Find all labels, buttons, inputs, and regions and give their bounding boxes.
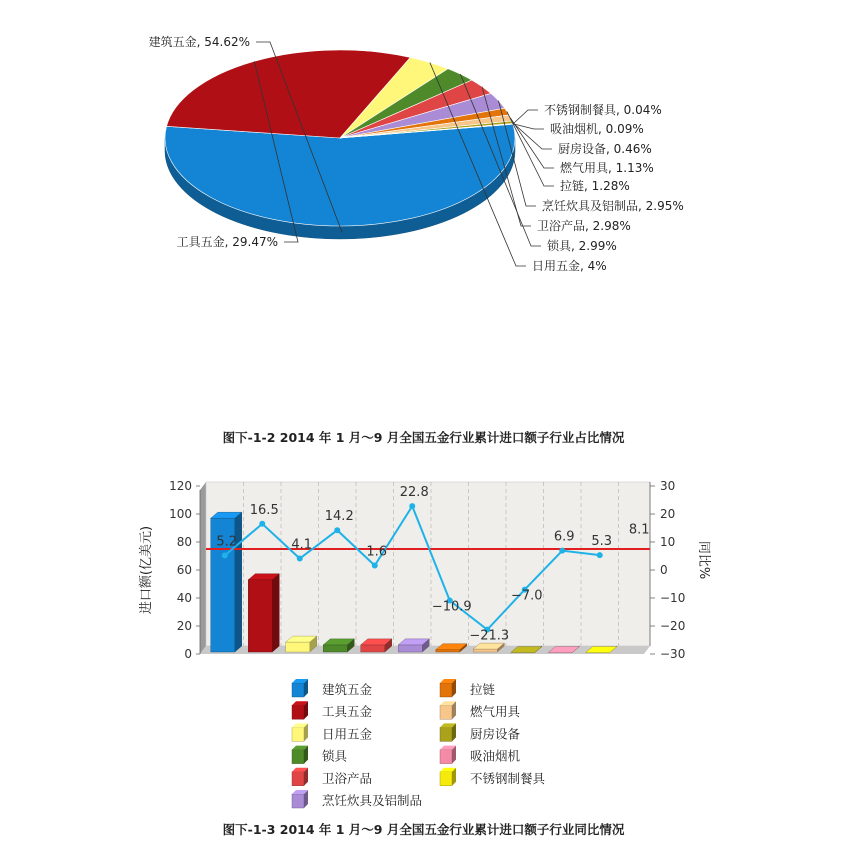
legend-swatch bbox=[440, 727, 452, 741]
pie-slice-label: 拉链, 1.28% bbox=[560, 179, 630, 193]
right-axis-label: 同比% bbox=[696, 540, 711, 580]
pie-slice-label: 日用五金, 4% bbox=[532, 259, 607, 273]
growth-data-label: −21.3 bbox=[469, 628, 510, 644]
growth-point bbox=[259, 521, 265, 527]
legend-label: 锁具 bbox=[322, 748, 348, 764]
growth-data-label: 1.6 bbox=[366, 544, 388, 560]
legend-swatch bbox=[440, 772, 452, 786]
legend-label: 日用五金 bbox=[322, 726, 373, 742]
left-tick-label: 60 bbox=[176, 563, 192, 577]
right-axis bbox=[650, 479, 711, 661]
legend-item bbox=[440, 768, 546, 786]
growth-point bbox=[222, 552, 228, 558]
pie-chart bbox=[0, 0, 847, 320]
growth-point bbox=[597, 552, 603, 558]
legend-item bbox=[292, 723, 373, 741]
bar bbox=[323, 639, 354, 652]
legend-item bbox=[292, 768, 372, 786]
legend-label: 燃气用具 bbox=[470, 704, 521, 720]
right-tick-label: −10 bbox=[660, 591, 686, 605]
left-tick-label: 100 bbox=[169, 507, 192, 521]
pie-label-leader bbox=[510, 118, 554, 168]
legend-item bbox=[440, 723, 521, 741]
legend-label: 烹饪炊具及铝制品 bbox=[322, 793, 423, 808]
legend-item bbox=[440, 701, 521, 719]
left-tick-label: 40 bbox=[176, 591, 192, 605]
legend-item bbox=[440, 746, 521, 764]
pie-slice-label: 燃气用具, 1.13% bbox=[560, 161, 654, 175]
legend-label: 卫浴产品 bbox=[322, 770, 373, 786]
legend-swatch bbox=[440, 705, 452, 719]
legend-label: 拉链 bbox=[470, 682, 496, 697]
left-axis-label: 进口额(亿美元) bbox=[139, 525, 154, 615]
legend-swatch bbox=[292, 727, 304, 741]
pie-label-leader bbox=[513, 110, 538, 124]
growth-data-label: 4.1 bbox=[291, 537, 313, 553]
legend-item bbox=[440, 679, 496, 697]
pie-slice-label: 不锈钢制餐具, 0.04% bbox=[544, 103, 662, 117]
growth-data-label: 5.3 bbox=[591, 534, 613, 550]
bar bbox=[286, 636, 317, 652]
pie-slice-label: 卫浴产品, 2.98% bbox=[537, 219, 631, 233]
left-tick-label: 120 bbox=[169, 479, 192, 493]
growth-data-label: 16.5 bbox=[249, 502, 279, 518]
growth-point bbox=[334, 527, 340, 533]
legend-label: 不锈钢制餐具 bbox=[470, 770, 546, 786]
growth-point bbox=[409, 503, 415, 509]
pie-label-leader bbox=[512, 122, 552, 149]
right-tick-label: 10 bbox=[660, 535, 676, 549]
pie-chart-caption: 图下-1-2 2014 年 1 月～9 月全国五金行业累计进口额子行业占比情况 bbox=[222, 430, 625, 445]
bar bbox=[398, 639, 429, 652]
pie-slice-label: 吸油烟机, 0.09% bbox=[550, 122, 644, 136]
right-tick-label: 0 bbox=[660, 563, 668, 577]
growth-point bbox=[297, 556, 303, 562]
legend-swatch bbox=[292, 750, 304, 764]
legend-label: 吸油烟机 bbox=[470, 748, 521, 764]
right-tick-label: 30 bbox=[660, 479, 676, 493]
growth-point bbox=[559, 548, 565, 554]
legend-item bbox=[292, 679, 373, 697]
legend-swatch bbox=[292, 683, 304, 697]
legend-item bbox=[292, 790, 422, 808]
legend-swatch bbox=[440, 750, 452, 764]
growth-data-label: 14.2 bbox=[324, 509, 354, 525]
legend-swatch bbox=[292, 794, 304, 808]
growth-data-label: 8.1 bbox=[628, 522, 650, 538]
legend-label: 厨房设备 bbox=[470, 726, 521, 742]
right-tick-label: −30 bbox=[660, 647, 686, 661]
growth-data-label: −7.0 bbox=[510, 588, 543, 604]
right-tick-label: −20 bbox=[660, 619, 686, 633]
legend bbox=[292, 679, 546, 808]
bar-chart bbox=[0, 470, 847, 815]
legend-item bbox=[292, 701, 373, 719]
pie-slice-label: 建筑五金, 54.62% bbox=[148, 35, 250, 49]
left-tick-label: 80 bbox=[176, 535, 192, 549]
growth-point bbox=[372, 563, 378, 569]
pie-slice-label: 烹饪炊具及铝制品, 2.95% bbox=[542, 199, 684, 213]
bar-chart-caption: 图下-1-3 2014 年 1 月～9 月全国五金行业累计进口额子行业同比情况 bbox=[222, 822, 625, 837]
pie-slices bbox=[165, 50, 515, 226]
pie-slice-label: 锁具, 2.99% bbox=[547, 239, 617, 253]
growth-data-label: 22.8 bbox=[399, 485, 429, 501]
legend-swatch bbox=[292, 705, 304, 719]
legend-label: 建筑五金 bbox=[322, 682, 373, 697]
growth-data-label: −10.9 bbox=[431, 599, 472, 615]
left-tick-label: 0 bbox=[184, 647, 192, 661]
legend-label: 工具五金 bbox=[322, 704, 373, 720]
right-tick-label: 20 bbox=[660, 507, 676, 521]
legend-swatch bbox=[440, 683, 452, 697]
left-tick-label: 20 bbox=[176, 619, 192, 633]
legend-item bbox=[292, 746, 348, 764]
bar bbox=[248, 574, 279, 652]
legend-swatch bbox=[292, 772, 304, 786]
bar bbox=[361, 639, 392, 652]
bar bbox=[211, 512, 242, 652]
growth-data-label: 5.2 bbox=[216, 534, 238, 550]
pie-slice-label: 厨房设备, 0.46% bbox=[558, 142, 652, 156]
growth-data-label: 6.9 bbox=[553, 529, 575, 545]
pie-slice-label: 工具五金, 29.47% bbox=[176, 235, 278, 249]
left-axis bbox=[138, 479, 200, 661]
